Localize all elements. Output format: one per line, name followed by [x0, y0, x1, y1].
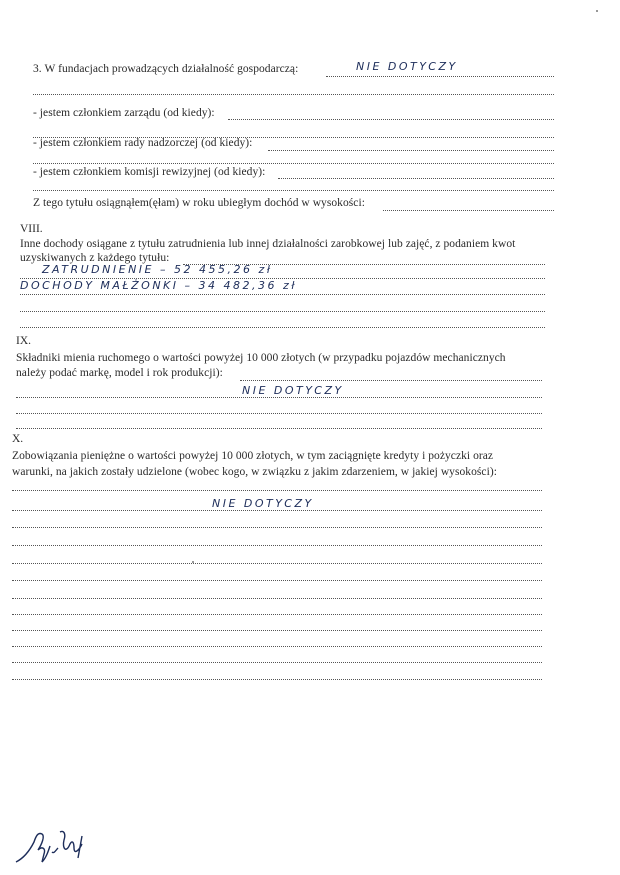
section-x-dotted-line-11 [12, 662, 542, 663]
section-x-dotted-line-7 [12, 598, 542, 599]
section-ix-text-1: Składniki mienia ruchomego o wartości powyżej 10 000 złotych (w przypadku pojazdów mechanicznych [16, 352, 506, 364]
section-x-dotted-line-5 [12, 563, 542, 564]
section-ix-dotted-line-1 [240, 380, 542, 381]
section-ix-answer[interactable]: NIE DOTYCZY [242, 384, 344, 397]
section-ix-dotted-line-4 [16, 428, 542, 429]
income-label: Z tego tytułu osiągnąłem(ęłam) w roku ubiegłym dochód w wysokości: [33, 197, 365, 209]
section-x-dotted-line-12 [12, 679, 542, 680]
section-viii-entry-2[interactable]: DOCHODY MAŁŻONKI – 34 482,36 zł [20, 279, 297, 292]
section-x-dotted-line-1 [12, 490, 542, 491]
audit-dotted-line-2 [33, 190, 554, 191]
section-x-dotted-line-9 [12, 630, 542, 631]
supervisory-dotted-line-2 [33, 163, 554, 164]
section-x-dotted-line-6 [12, 580, 542, 581]
section-ix-dotted-line-3 [16, 413, 542, 414]
section-x-dotted-line-2 [12, 510, 542, 511]
q3-label: 3. W fundacjach prowadzących działalność gospodarczą: [33, 63, 299, 75]
section-x-dotted-line-4 [12, 545, 542, 546]
section-x-dotted-line-8 [12, 614, 542, 615]
board-member-label: - jestem członkiem zarządu (od kiedy): [33, 107, 215, 119]
section-viii-text-1: Inne dochody osiągane z tytułu zatrudnienia lub innej działalności zarobkowej lub zajęć, z podaniem kwot [20, 238, 516, 250]
q3-dotted-line [326, 76, 554, 77]
section-ix-heading: IX. [16, 335, 32, 347]
section-x-text-1: Zobowiązania pieniężne o wartości powyżej 10 000 złotych, w tym zaciągnięte kredyty i pożyczki oraz [12, 450, 494, 462]
section-x-text-2: warunki, na jakich zostały udzielone (wobec kogo, w związku z jakim zdarzeniem, w jakiej wysokości): [12, 466, 497, 478]
scan-speck [192, 561, 194, 563]
section-viii-dotted-line-4 [20, 311, 545, 312]
scan-speck [596, 10, 598, 12]
section-x-answer[interactable]: NIE DOTYCZY [212, 497, 314, 510]
section-x-dotted-line-10 [12, 646, 542, 647]
section-viii-dotted-line-3 [20, 294, 545, 295]
section-x-heading: X. [12, 433, 24, 445]
supervisory-member-label: - jestem członkiem rady nadzorczej (od kiedy): [33, 137, 253, 149]
board-member-dotted-line[interactable] [228, 119, 554, 120]
signature-image [12, 822, 92, 872]
section-ix-text-2: należy podać markę, model i rok produkcji): [16, 367, 223, 379]
section-viii-entry-1[interactable]: ZATRUDNIENIE – 52 455,26 zł [42, 263, 273, 276]
section-viii-text-2: uzyskiwanych z każdego tytułu: [20, 252, 170, 264]
audit-member-label: - jestem członkiem komisji rewizyjnej (od kiedy): [33, 166, 266, 178]
supervisory-dotted-line[interactable] [268, 150, 554, 151]
q3-dotted-line-2 [33, 94, 554, 95]
q3-answer[interactable]: NIE DOTYCZY [356, 60, 458, 73]
section-x-dotted-line-3 [12, 527, 542, 528]
audit-dotted-line[interactable] [278, 178, 554, 179]
section-viii-heading: VIII. [20, 223, 43, 235]
section-viii-dotted-line-5 [20, 327, 545, 328]
income-dotted-line[interactable] [383, 210, 554, 211]
